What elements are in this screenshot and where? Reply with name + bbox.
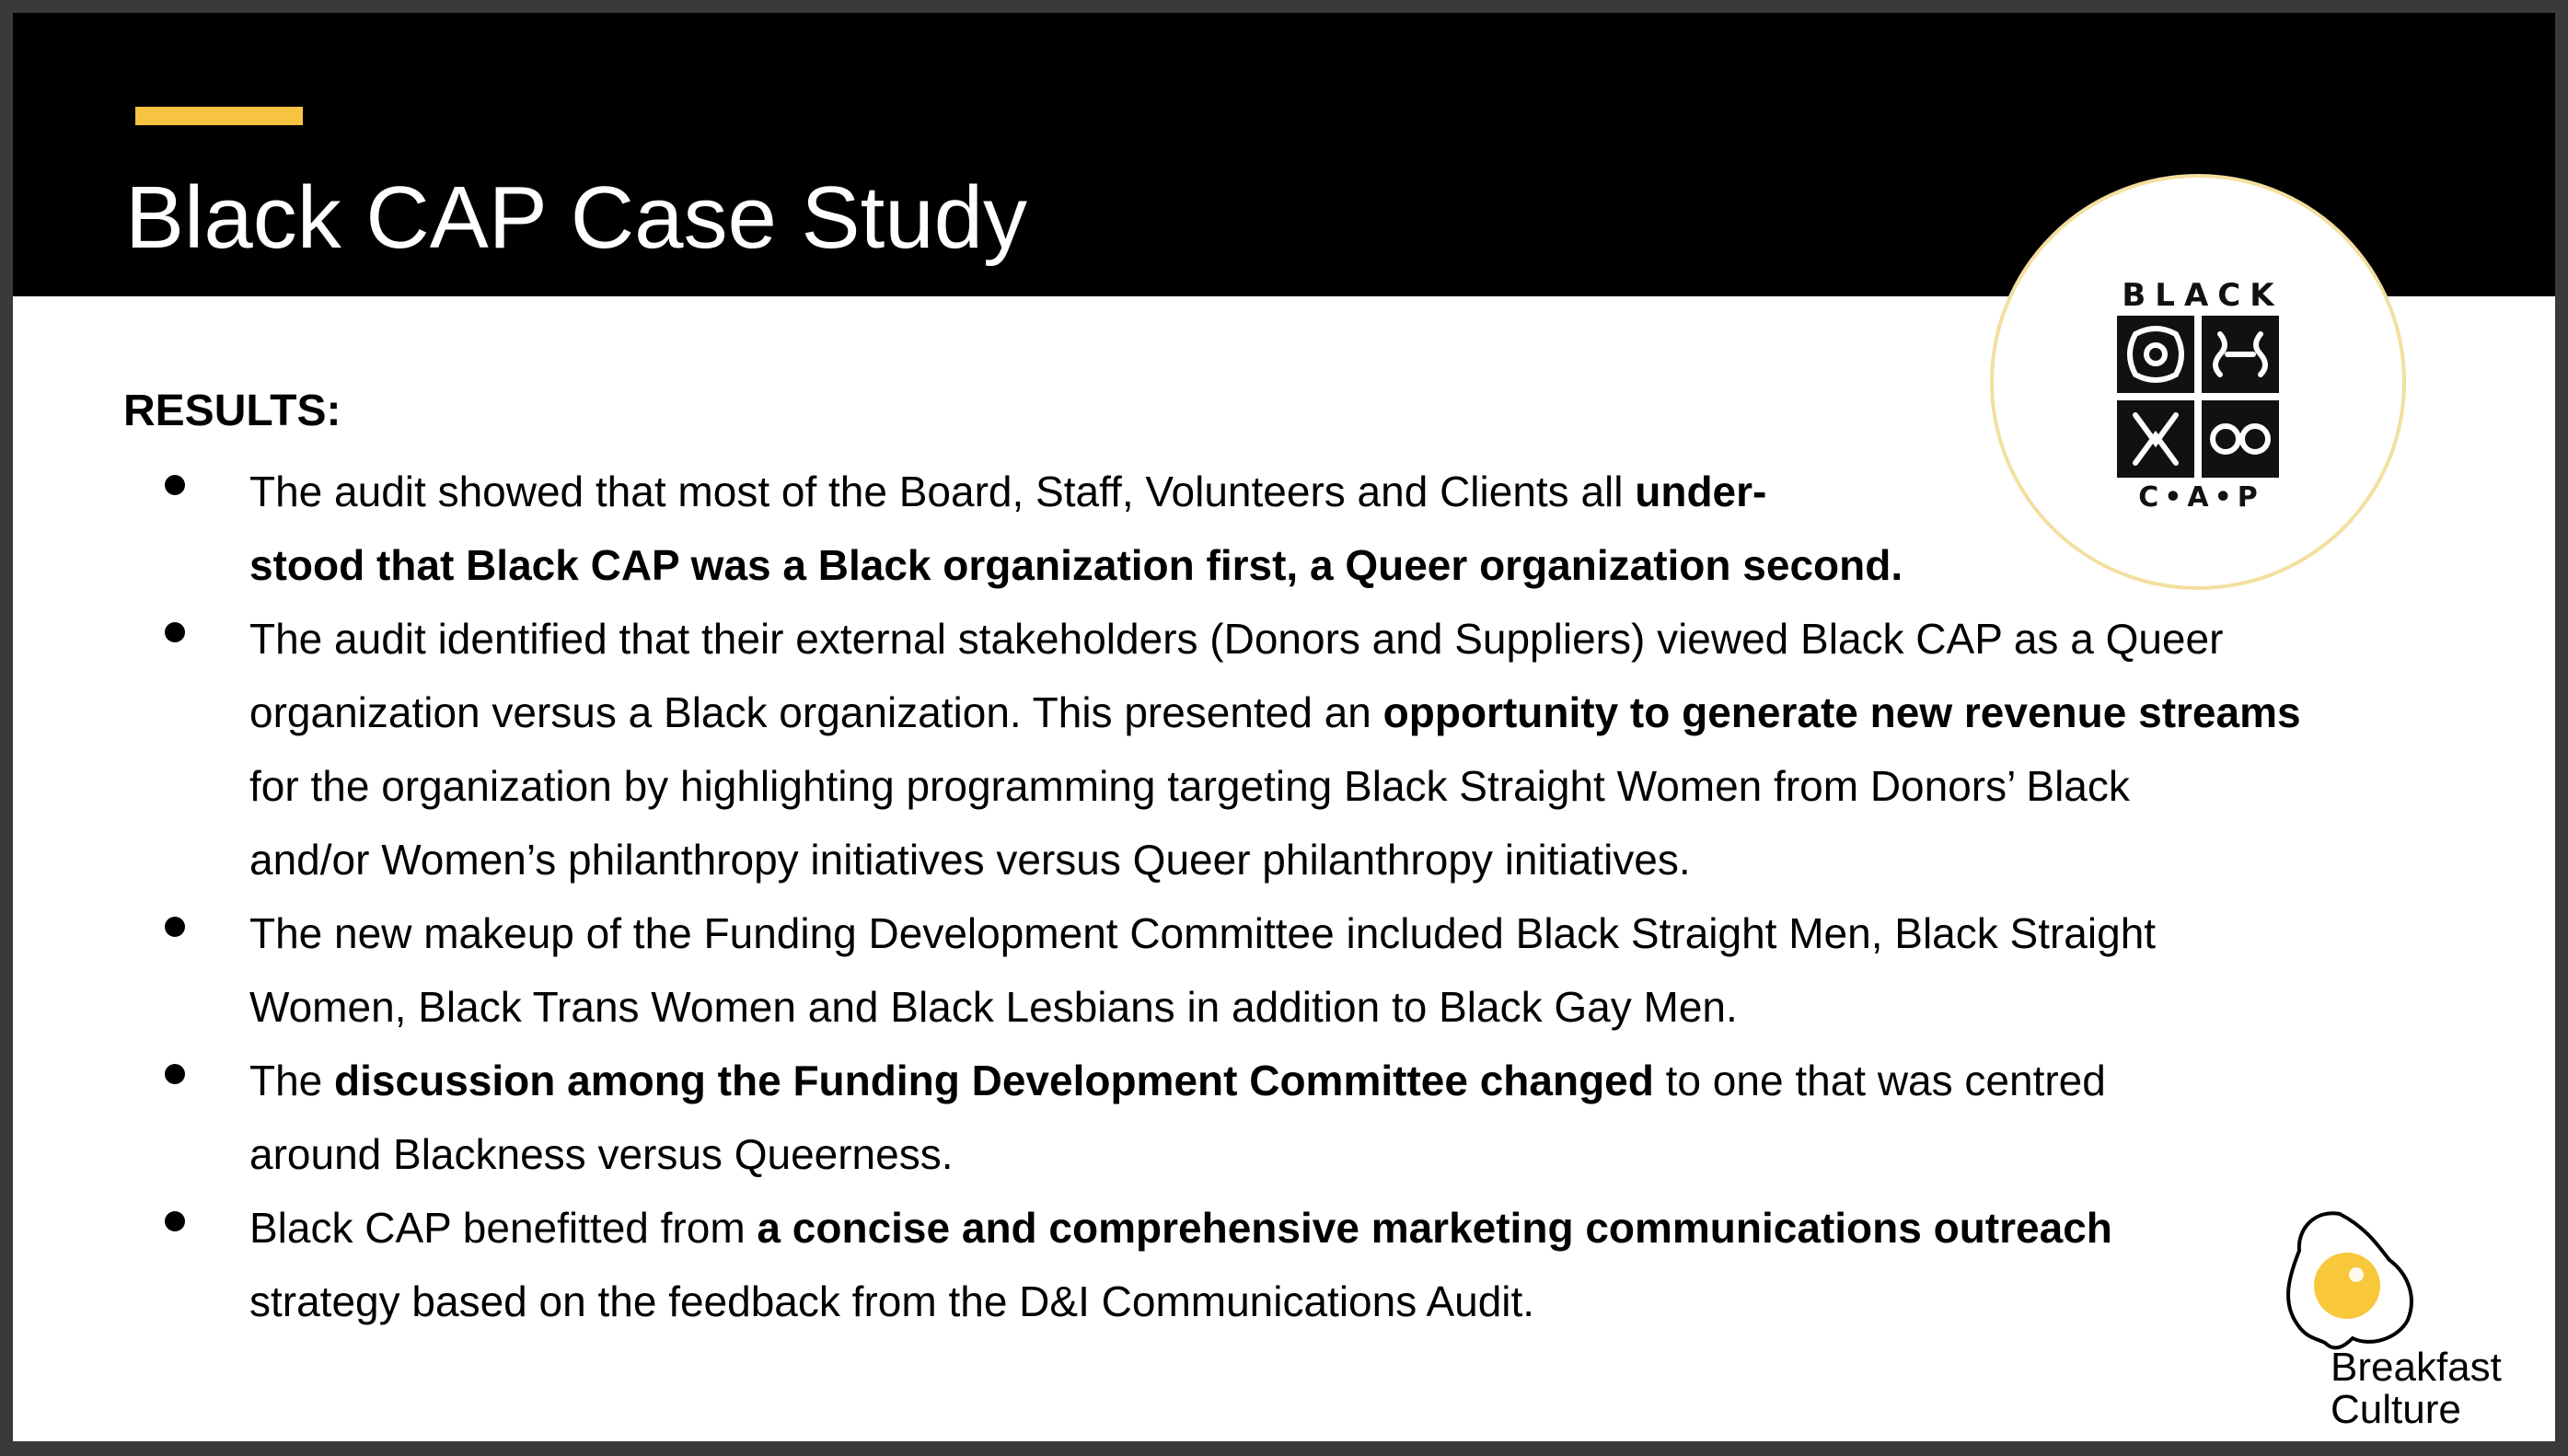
bullet-dot-icon — [165, 917, 185, 937]
logo-pattern-icon — [2117, 316, 2279, 478]
bold-text-run: opportunity to generate new revenue streams — [1382, 688, 2301, 736]
bullet-line — [249, 455, 1766, 528]
logo-bottom-text: C•A•P — [2138, 481, 2263, 514]
bullet-line — [249, 1044, 2106, 1117]
results-heading: RESULTS: — [123, 387, 341, 435]
bullet-line — [249, 749, 2130, 823]
bullet-line — [249, 602, 2223, 676]
text-run: organization versus a Black organization. This presented an — [249, 688, 1383, 736]
text-run: Women, Black Trans Women and Black Lesbians in addition to Black Gay Men. — [249, 983, 1738, 1031]
accent-bar — [135, 107, 303, 125]
slide — [13, 13, 2555, 1441]
slide-title: Black CAP Case Study — [125, 168, 1028, 267]
bullet-line — [249, 823, 1691, 896]
bullet-dot-icon — [165, 1211, 185, 1231]
bullet-line — [249, 676, 2301, 749]
bold-text-run: under- — [1635, 468, 1767, 515]
text-run: for the organization by highlighting programming targeting Black Straight Women from Donors’ Black — [249, 762, 2130, 810]
bullet-dot-icon — [165, 1064, 185, 1084]
text-run: strategy based on the feedback from the D&I Communications Audit. — [249, 1277, 1535, 1325]
text-run: The audit showed that most of the Board, Staff, Volunteers and Clients all — [249, 468, 1636, 515]
bullet-line — [249, 896, 2156, 970]
bullet-dot-icon — [165, 475, 185, 495]
black-cap-logo — [1990, 174, 2406, 590]
bold-text-run: stood that Black CAP was a Black organization first, a Queer organization second. — [249, 541, 1903, 589]
text-run: and/or Women’s philanthropy initiatives versus Queer philanthropy initiatives. — [249, 836, 1691, 884]
text-run: The audit identified that their external stakeholders (Donors and Suppliers) viewed Black CAP as a Queer — [249, 615, 2224, 663]
bold-text-run: a concise and comprehensive marketing communications outreach — [757, 1204, 2112, 1252]
breakfast-culture-logo — [2279, 1209, 2546, 1435]
brand-line-1: Breakfast — [2331, 1345, 2502, 1390]
text-run: around Blackness versus Queerness. — [249, 1130, 954, 1178]
text-run: The — [249, 1057, 335, 1104]
logo-top-text: BLACK — [2122, 277, 2284, 314]
bullet-line — [249, 1265, 1534, 1338]
text-run: The new makeup of the Funding Development Committee included Black Straight Men, Black Straight — [249, 909, 2157, 957]
brand-line-2: Culture — [2331, 1387, 2461, 1432]
bullet-line — [249, 1117, 954, 1191]
bullet-line — [249, 528, 1903, 602]
text-run: to one that was centred — [1653, 1057, 2106, 1104]
text-run: Black CAP benefitted from — [249, 1204, 758, 1252]
bullet-line — [249, 1191, 2112, 1265]
bullet-dot-icon — [165, 622, 185, 642]
egg-yolk-icon — [2314, 1253, 2380, 1319]
bullet-line — [249, 970, 1738, 1044]
bold-text-run: discussion among the Funding Development Committee changed — [334, 1057, 1654, 1104]
